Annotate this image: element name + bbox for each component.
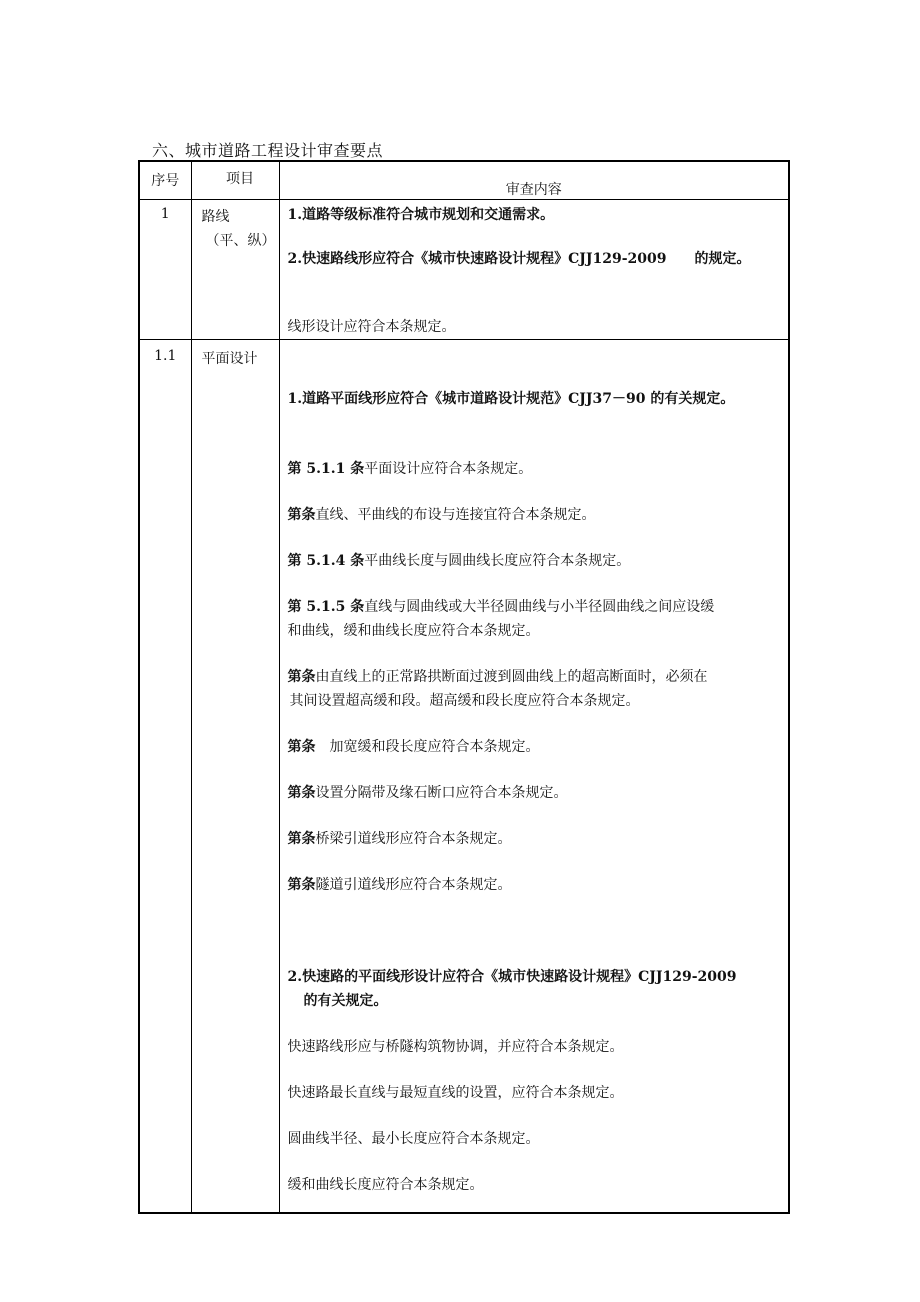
- content-line: 1.道路等级标准符合城市规划和交通需求。: [287, 207, 555, 223]
- content-line: 其间设置超高缓和段。超高缓和段长度应符合本条规定。: [289, 693, 640, 709]
- header-content: 审查内容: [279, 161, 789, 200]
- row-content: [279, 340, 789, 1213]
- content-line: 第条 加宽缓和段长度应符合本条规定。: [287, 739, 540, 755]
- table-header-row: [139, 161, 789, 200]
- item-line: （平、纵）: [205, 233, 276, 249]
- content-line: 和曲线，缓和曲线长度应符合本条规定。: [287, 623, 540, 639]
- item-line: 路线: [201, 209, 230, 225]
- content-line: 圆曲线半径、最小长度应符合本条规定。: [287, 1131, 540, 1147]
- content-line: 快速路线形应与桥隧构筑物协调，并应符合本条规定。: [287, 1039, 624, 1055]
- content-line: 第条直线、平曲线的布设与连接宜符合本条规定。: [287, 507, 596, 523]
- review-table: [138, 160, 790, 1214]
- row-item: [191, 340, 279, 1213]
- content-line: 2.快速路线形应符合《城市快速路设计规程》CJJ129-2009 的规定。: [287, 251, 751, 267]
- content-line: 第条桥梁引道线形应符合本条规定。: [287, 831, 512, 847]
- row-number: 1: [139, 200, 191, 340]
- content-line: 2.快速路的平面线形设计应符合《城市快速路设计规程》CJJ129-2009: [287, 969, 737, 985]
- table-row: [139, 200, 789, 340]
- content-line: 缓和曲线长度应符合本条规定。: [287, 1177, 484, 1193]
- content-line: 快速路最长直线与最短直线的设置，应符合本条规定。: [287, 1085, 624, 1101]
- content-line: 第 5.1.5 条直线与圆曲线或大半径圆曲线与小半径圆曲线之间应设缓: [287, 599, 715, 615]
- header-no: 序号: [139, 161, 191, 200]
- item-line: 平面设计: [201, 351, 258, 367]
- header-item: 项目: [191, 161, 279, 200]
- row-item: [191, 200, 279, 340]
- content-line: 第条隧道引道线形应符合本条规定。: [287, 877, 512, 893]
- table-row: [139, 340, 789, 1213]
- row-content: [279, 200, 789, 340]
- content-line: 第条由直线上的正常路拱断面过渡到圆曲线上的超高断面时，必须在: [287, 669, 708, 685]
- content-line: 线形设计应符合本条规定。: [287, 319, 456, 335]
- row-number: 1.1: [139, 340, 191, 1213]
- content-line: 第 5.1.1 条平面设计应符合本条规定。: [287, 461, 533, 477]
- content-line: 第 5.1.4 条平曲线长度与圆曲线长度应符合本条规定。: [287, 553, 631, 569]
- content-line: 的有关规定。: [303, 993, 388, 1009]
- content-line: 第条设置分隔带及缘石断口应符合本条规定。: [287, 785, 568, 801]
- content-line: 1.道路平面线形应符合《城市道路设计规范》CJJ37－90 的有关规定。: [287, 391, 735, 407]
- page-title: 六、城市道路工程设计审查要点: [152, 141, 384, 160]
